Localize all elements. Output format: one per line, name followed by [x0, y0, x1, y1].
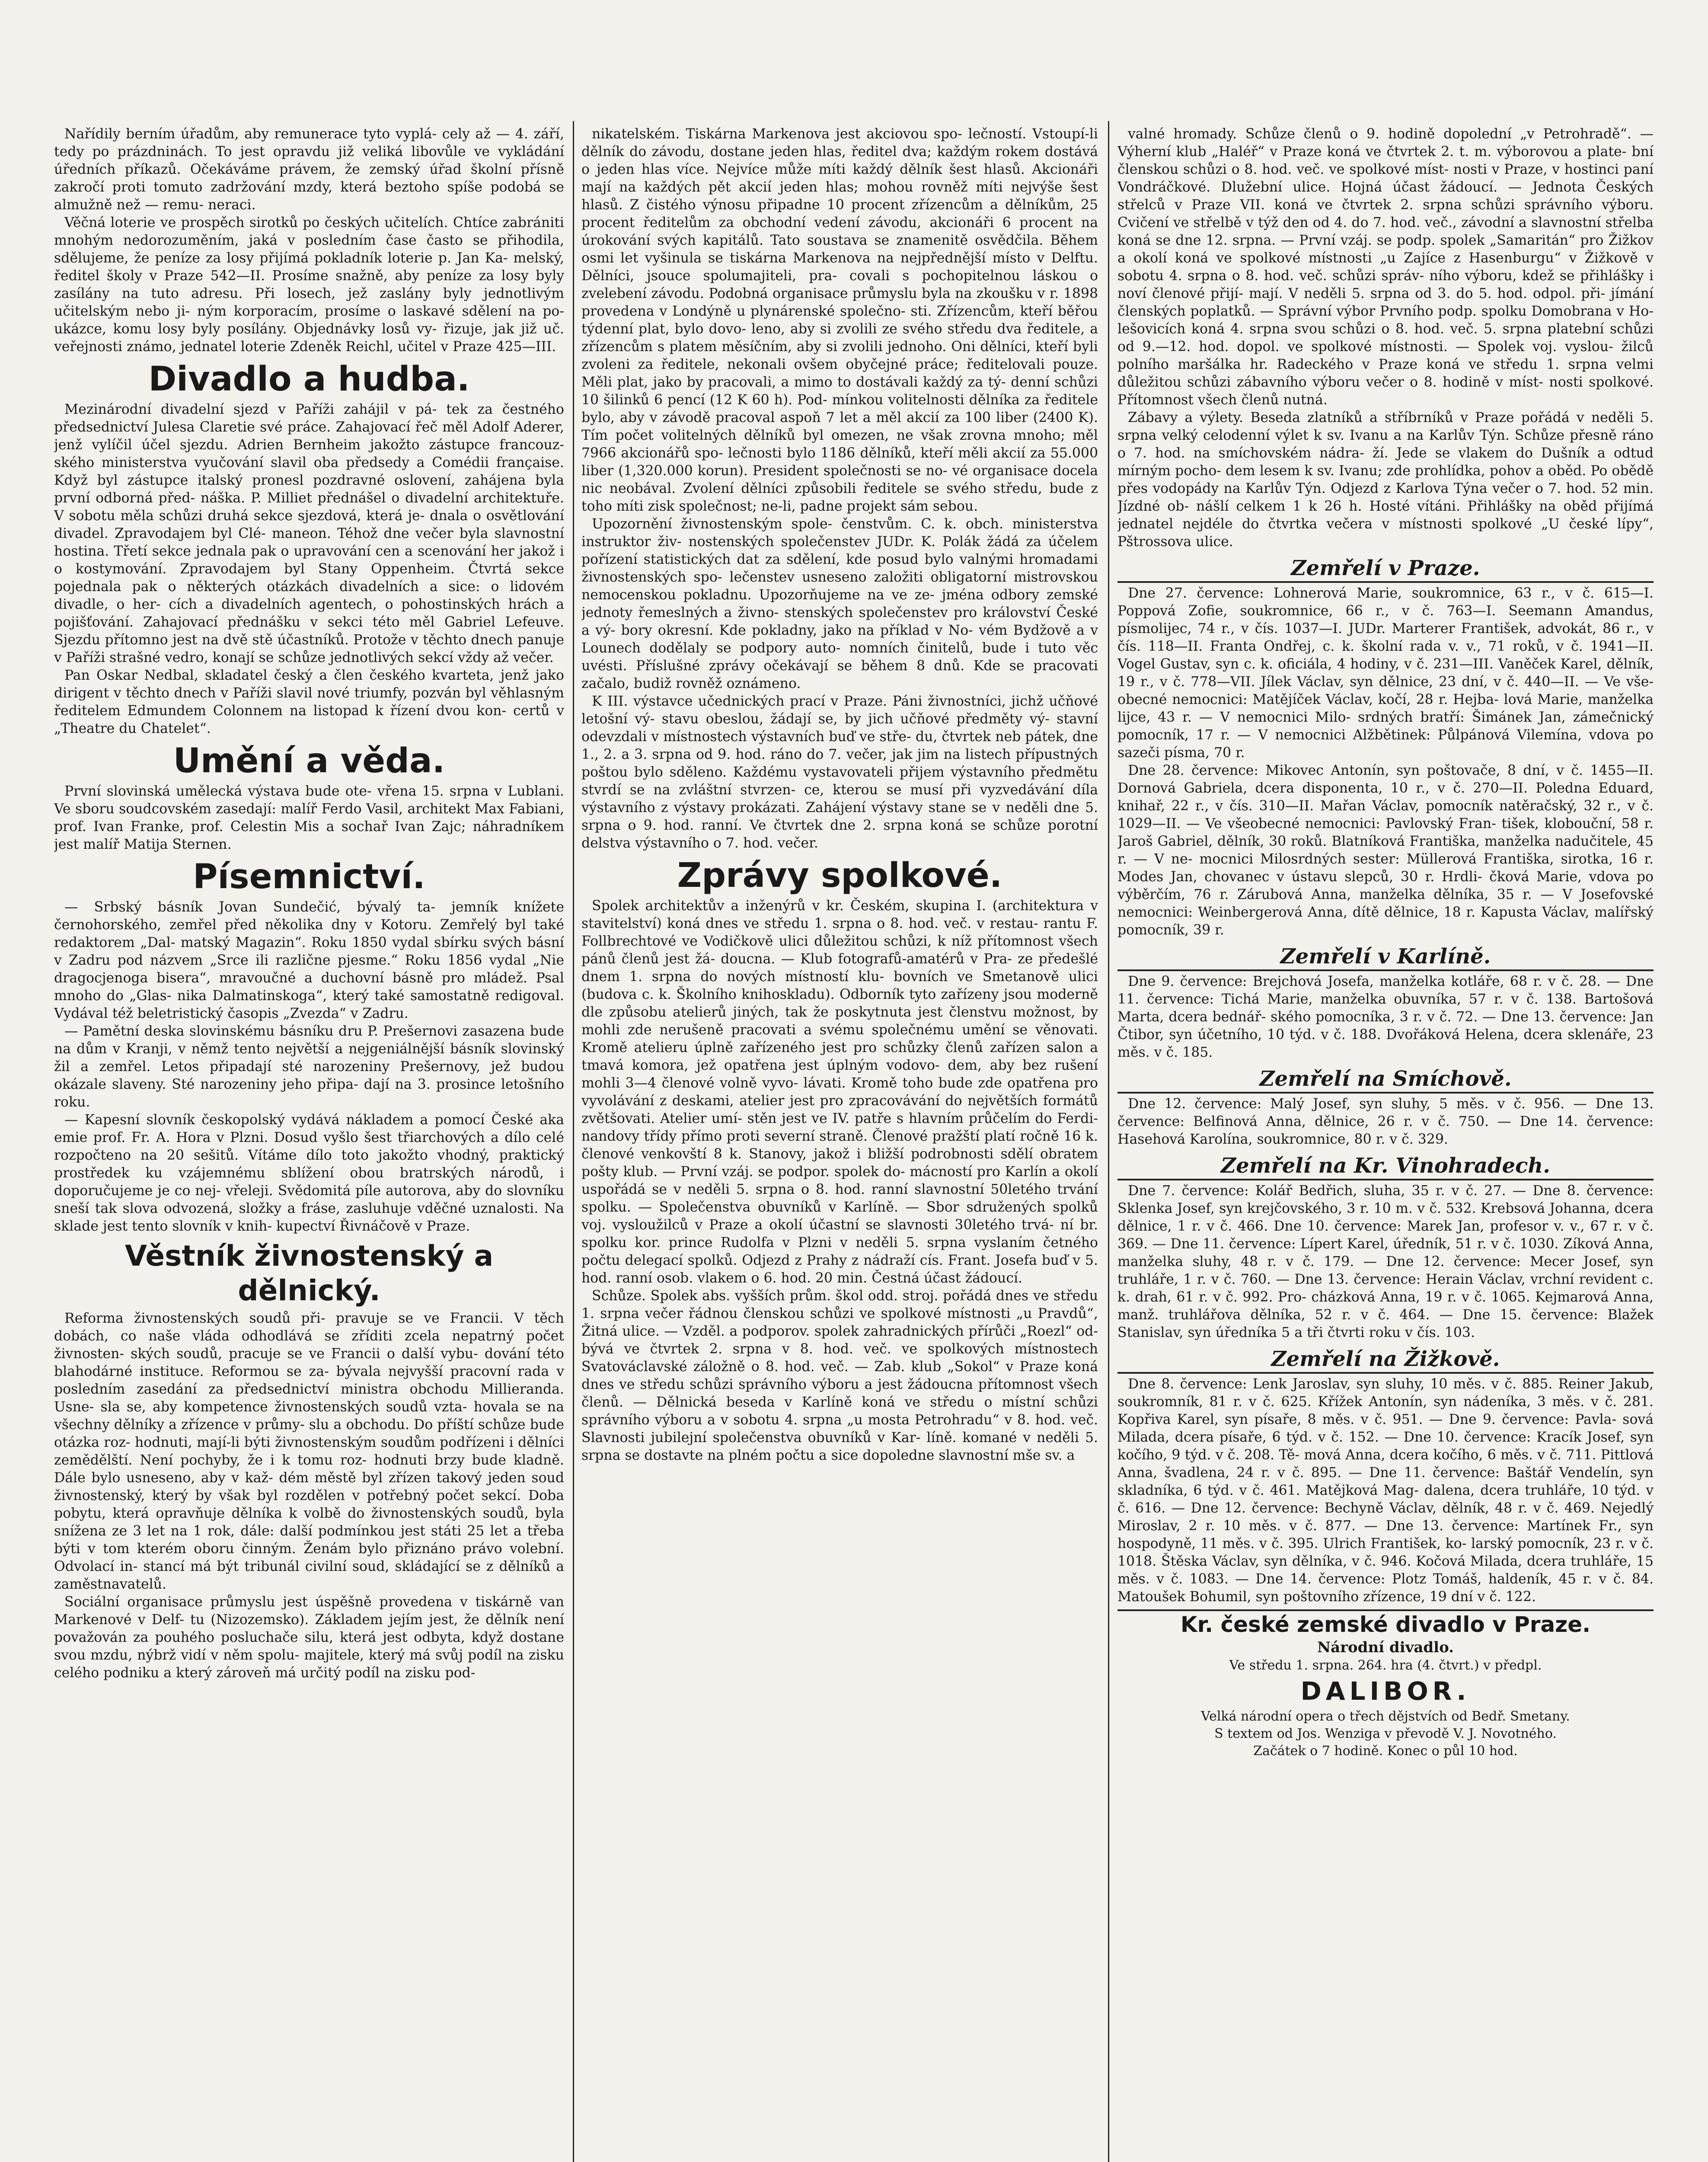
deaths-vinohrady: Dne 7. července: Kolář Bedřich, sluha, 35 r. v č. 27. — Dne 8. července: Sklenka Josef, syn krejčovského, 3 r. 10 m. v č. 532. Krebsová Johanna, dcera dělnice, 1 r. v č. 466. Dne 10. července: Marek Jan, profesor v. v., 67 r. v č. 369. — Dne 11. července: Lípert Karel, úředník, 51 r. v č. 1030. Zíková Anna, manželka sluhy, 48 r. v č. 179. — Dne 12. července: Mecer Josef, syn truhláře, 1 r. v č. 760. — Dne 13. července: Herain Václav, vrchní revident c. k. drah, 61 r. v č. 992. Pro- cházková Anna, 19 r. v č. 1065. Kejmarová Anna, manž. truhlářova dělníka, 52 r. v č. 464. — Dne 15. července: Blažek Stanislav, syn úředníka 5 a tři čtvrti roku v čís. 103.: [1117, 1183, 1654, 1340]
column-middle: [581, 125, 1098, 2162]
article-slovnik: — Kapesní slovník českopolský vydává nákladem a pomocí České aka emie prof. Fr. A. Hora v Plzni. Dosud vyšlo šest třiarchových a dílo celé rozpočteno na 20 sešitů. Vítáme dílo toto jakožto vhodný, praktický prostředek ku vzájemnému sblížení obou bratrských národů, i doporučujeme je co nej- vřeleji. Svědomitá píle autorova, aby do slovníku sneší tak slova odvozená, složky a fráse, zasluhuje vděčné uznalosti. Na sklade jest tento slovník v knih- kupectví Řivnáčově v Praze.: [54, 1112, 564, 1234]
theatre-date: Ve středu 1. srpna. 264. hra (4. čtvrt.) v předpl.: [1229, 1658, 1542, 1673]
theatre-heading: Kr. české zemské divadlo v Praze.: [1117, 1609, 1654, 1638]
article-upozorneni: Upozornění živnostenským spole- čenstvům. C. k. obch. ministerstva instruktor živ- nostenských společenstev JUDr. K. Polák žádá za účelem pořízení statistických dat za sdělení, kde posud bylo valnými hromadami živnostenských spo- lečenstev usneseno založiti obligatorní mistrovskou nemocenskou pokladnu. Upozorňujeme na ve ze- jména odbory zemské jednoty řemeslných a živno- stenských společenstev pro království České a vý- bory okresní. Kde pokladny, jako na příklad v No- vém Bydžově a v Lounech dodělaly se podpory auto- nomních činitelů, bude i tuto věc uvésti. Příslušné zprávy očekávají se během 8 dnů. Kde se pracovati začalo, budiž rovněž oznámeno.: [581, 516, 1098, 691]
article-reforma-soudu: Reforma živnostenských soudů při- pravuje se ve Francii. V těch dobách, co naše vláda odhodlává se zříditi zcela nepatrný počet živnosten- ských soudů, pracuje se ve Francii o další vybu- dování této blahodárné instituce. Reformou se za- bývala nejvyšší pracovní rada v posledním zasedání za předsednictví ministra obchodu Millieranda. Usne- sla se, aby kompetence živnostenských soudů vzta- hovala se na všechny dělníky a zřízence v průmy- slu a obchodu. Do příští schůze bude otázka roz- hodnuti, mají-li býti živnostenským soudům podřízeni i dělníci zemědělští. Není pochyby, že i k tomu roz- hodnuti brzy bude kladně. Dále bylo usneseno, aby v kaž- dém městě byl zřízen takový jeden soud živnostenský, který by však byl rozdělen v potřebný počet sekcí. Doba pobytu, která opravňuje dělníka k volbě do živnostenských soudů, byla snížena ze 3 let na 1 rok, dále: další podmínkou jest státi 25 let a třeba býti v tom kterém oboru činným. Ženám bylo přiznáno právo volební. Odvolací in- stancí má být tribunál civilní soud, skládající se z dělníků a zaměstnavatelů.: [54, 1311, 564, 1592]
article-schuze: Schůze. Spolek abs. vyšších prům. škol odd. stroj. pořádá dnes ve středu 1. srpna večer řádnou členskou schůzi ve spolkové místnosti „u Pravdů“, Žitná ulice. — Vzděl. a podporov. spolek zahradnických přírůči „Roezl“ od- bývá ve čtvrtek 2. srpna v 8. hod. več. ve spolkových místnostech Svatováclavské záložně o 8. hod. več. — Zab. klub „Sokol“ v Praze koná dnes ve středu schůzi správního výboru a jest žádoucna přítomnost všech členů. — Dělnická beseda v Karlíně koná ve středu o místní schůzi správního výboru a v sobotu 4. srpna „u mosta Petrohradu“ v 8. hod. več. Slavnosti jubilejní společenstva obuvníků v Kar- líně. komané v neděli 5. srpna se dostavte na plném počtu a sice dopoledne slavnostní mše sv. a: [581, 1288, 1098, 1463]
article-vystavka-ucedniku: K III. výstavce učednických prací v Praze. Páni živnostníci, jichž učňové letošní vý- stavu obeslou, žádají se, by jich učňové předměty vý- stavní odevzdali v místnostech výstavních buď ve stře- du, čtvrtek neb pátek, dne 1., 2. a 3. srpna od 9. hod. ráno do 7. večer, jak jim na listech přípustných poštou bylo sděleno. Každému vystavovateli přijem výstavního předmětu stvrdí se na zvláštní stvrzen- ce, kterou se musí při vyzvedávání díla výstavního z výstavy prokázati. Zahájení výstavy stane se v neděli dne 5. srpna o 9. hod. ranní. Ve čtvrtek dne 2. srpna koná se schůze porotní delstva výstavního o 7. hod. večer.: [581, 694, 1098, 851]
article-presern: — Pamětní deska slovinskému básníku dru P. Prešernovi zasazena bude na dům v Kranji, v němž tento největší a nejgeniálnější básník slovinský žil a zemřel. Letos připadají sté narozeniny Prešernovy, jež budou okázale slaveny. Sté narozeniny jeho připa- dají na 3. prosince letošního roku.: [54, 1023, 564, 1110]
deaths-praha-27: Dne 27. července: Lohnerová Marie, soukromnice, 63 r., v č. 615—I. Poppová Zofie, soukromnice, 66 r., v č. 763—I. Seemann Amandus, písmolijec, 74 r., v čís. 1037—I. JUDr. Marterer František, advokát, 86 r., v čís. 118—II. Franta Ondřej, c. k. školní rada v. v., 71 roků, v č. 1941—II. Vogel Gustav, syn c. k. oficiála, 4 hodiny, v č. 231—III. Vaněček Karel, dělník, 19 r., v č. 778—VII. Jílek Václav, syn dělnice, 23 dní, v č. 440—II. — Ve vše- obecné nemocnici: Matějíček Václav, kočí, 28 r. Hejba- lová Marie, manželka lijce, 43 r. — V nemocnici Milo- srdných bratří: Šimánek Jan, zámečnický pomocník, 17 r. — V nemocnici Alžbětinek: Půlpánová Vilemína, vdova po sazeči písma, 70 r.: [1117, 585, 1654, 761]
section-heading-zemreli-praha: Zemřelí v Praze.: [1117, 555, 1654, 583]
section-heading-zemreli-zizkov: Zemřelí na Žižkově.: [1117, 1346, 1654, 1374]
article-nedbal: Pan Oskar Nedbal, skladatel český a člen českého kvarteta, jenž jako dirigent v těchto dnech v Paříži slavil nové triumfy, pozván byl věhlasným ředitelem Edmundem Colonnem na listopad k řízení dvou kon- certů v „Theatre du Chatelet“.: [54, 668, 564, 736]
column-left: [54, 125, 564, 2162]
theatre-subheading: Národní divadlo.: [1317, 1639, 1454, 1656]
section-heading-umeni: Umění a věda.: [173, 742, 445, 780]
section-heading-zemreli-smichov: Zemřelí na Smíchově.: [1117, 1066, 1654, 1094]
section-heading-pisemnictvi: Písemnictví.: [193, 857, 425, 896]
article-socialni-organisace: Sociální organisace průmyslu jest úspěšně provedena v tiskárně van Markenové v Delf- tu (Nizozemsko). Základem jejím jest, že dělník není považován za pouhého posluchače silu, která jest odbyta, když dostane svou mzdu, nýbrž vidí v něm spolu- majitele, který má svůj podíl na zisku celého podniku a který zároveň má určitý podíl na zisku pod-: [54, 1594, 564, 1681]
deaths-smichov: Dne 12. července: Malý Josef, syn sluhy, 5 měs. v č. 956. — Dne 13. července: Belfinová Anna, dělnice, 26 r. v č. 750. — Dne 14. července: Hasehová Karolína, soukromnice, 80 r. v č. 329.: [1117, 1096, 1654, 1147]
section-heading-zemreli-karlin: Zemřelí v Karlíně.: [1117, 943, 1654, 971]
column-rule-right: [1108, 121, 1109, 2162]
column-rule-left: [573, 121, 574, 2162]
deaths-karlin: Dne 9. července: Brejchová Josefa, manželka kotláře, 68 r. v č. 28. — Dne 11. července: Tichá Marie, manželka obuvníka, 57 r. v č. 138. Bartošová Marta, dcera bednář- ského pomocníka, 3 r. v č. 72. — Dne 13. července: Jan Čtibor, syn účetního, 10 týd. v č. 188. Dvořáková Helena, dcera sklenáře, 23 měs. v č. 185.: [1117, 974, 1654, 1060]
section-heading-divadlo: Divadlo a hudba.: [148, 360, 470, 399]
section-heading-zemreli-vinohrady: Zemřelí na Kr. Vinohradech.: [1117, 1153, 1654, 1180]
article-markenova: nikatelském. Tiskárna Markenova jest akciovou spo- lečností. Vstoupí-li dělník do závodu, dostane jeden hlas, ředitel dva; každým rokem dostává o jeden hlas více. Nejvíce může míti každý dělník šest hlasů. Akcionáři mají na každých pět akcií jeden hlas; mohou rovněž míti nejvýše šest hlasů. Z čistého výnosu připadne 10 procent zřízencům a dělníkům, 25 procent ředitelům za obchodní vedení závodu, akcionáři 6 procent na úrokování svých kapitálů. Tato soustava se znamenitě osvědčila. Během osmi let vyšinula se tiskárna Markenova na nejpřednější místo v Delftu. Dělníci, jsouce spolumajiteli, pra- covali s pochopitelnou láskou o zvelebení závodu. Podobná organisace průmyslu byla na zkoušku v r. 1898 provedena v Londýně u plynárenské společno- sti. Zřízencům, kteří běřou týdenní plat, bylo dovo- leno, aby si zvolili ze svého středu dva ředitele, a zřízencům s platem měsíčním, aby si zvolili jednoho. Oni dělníci, kteří byli zvoleni za ředitele, nekonali ovšem obyčejné práce; ředitelovali pouze. Měli plat, jako by pracovali, a mimo to dostávali každý za tý- denní schůzi 10 šilinků 6 pencí (12 K 60 h). Pod- mínkou volitelnosti dělníka za ředitele bylo, aby v závodě pracoval aspoň 7 let a měl akcií za 100 liber (2400 K). Tím počet volitelných dělníků byl omezen, ne však zrovna mnoho; měl 7966 akcionářů spo- lečnosti bylo 1186 dělníků, kteří měli akcií za 55.000 liber (1,320.000 korun). President společnosti se no- vé organisace docela nic neobával. Zvolení dělníci způsobili ředitele se svého středu, bude z toho míti zisk společnost; ne-li, padne projekt sám sebou.: [581, 126, 1098, 514]
section-heading-vestnik: Věstník živnostenský a dělnický.: [125, 1239, 494, 1307]
theatre-times: Začátek o 7 hodině. Konec o půl 10 hod.: [1253, 1743, 1518, 1759]
article-spolek-architektu: Spolek architektův a inženýrů v kr. Českém, skupina I. (architektura v stavitelství) koná dnes ve středu 1. srpna o 8. hod. več. v restau- rantu F. Follbrechtové ve Vodičkově ulici důležitou schůzi, k níž přítomnost všech pánů členů jest žá- doucna. — Klub fotografů-amatérů v Pra- ze předešlé dnem 1. srpna do nových místností klu- bovních ve Smetanově ulici (budova c. k. Školního knihoskladu). Odborník tyto zařízeny jsou moderně dle způsobu atelierů jiných, tak že poskytnuta jest členstvu možnost, by mohli zde nerušeně pracovati a svému společnému umění se věnovati. Kromě atelieru úplně zařízeného jest pro schůzky členů zařízen salon a tmavá komora, jež opatřena jest úplným vodovo- dem, aby bez rušení mohli 3—4 členové volně vyvo- lávati. Kromě toho bude zde opatřena pro vyvolávání z deskami, atelier jest pro zpracovávání do největších formátů zvětšovati. Atelier umí- stěn jest ve IV. patře s hlavním průčelím do Ferdi- nandovy třídy přímo proti severní straně. Členové pražští platí ročně 16 k. členové venkovští 8 k. Stanovy, jakož i bližší podrobnosti sdělí obratem pošty klub. — První vzáj. se podpor. spolek do- mácností pro Karlín a okolí uspořádá se v neděli 5. srpna o 8. hod. ranní slavnostní 50letého trvání spolku. — Společenstva obuvníků v Karlíně. — Sbor sdružených spolků voj. vysloužilců v Praze a okolí účastní se slavnosti 30letého trvá- ní br. spolku kor. prince Rudolfa v Plzni v neděli 5. srpna vyslaním četného počtu delegací spolků. Odjezd z Prahy z nádraží cís. Frant. Josefa buď v 5. hod. ranní osob. vlakem o 6. hod. 20 min. Čestná účast žádoucí.: [581, 898, 1098, 1286]
theatre-libretto: S textem od Jos. Wenziga v převodě V. J. Novotného.: [1214, 1726, 1557, 1741]
article-loterie: Věčná loterie ve prospěch sirotků po českých učitelích. Chtíce zabrániti mnohým nedorozuměním, jaká v posledním čase často se přihodila, sdělujeme, že peníze za losy přijímá pokladník loterie p. Jan Ka- melský, ředitel školy v Praze 542—II. Prosíme snažně, aby peníze za losy byly zasílány na tuto adresu. Při losech, jež zaslány byly jednotlivým učitelským nebo ji- ným korporacím, prosíme o laskavé sdělení na po- ukázce, komu losy byly posílány. Objednávky losů vy- řizuje, jak již uč. veřejnosti známo, jednatel loterie Zdeněk Reichl, učitel v Praze 425—III.: [54, 215, 564, 355]
article-remunerace: Nařídily berním úřadům, aby remunerace tyto vyplá- cely až — 4. září, tedy po prázdninách. To jest opravdu již veliká libovůle ve vykládání úředních příkazů. Očekáváme právem, že zemský úřad školní přísně zakročí proti tomuto zadržování mzdy, která beztoho spíše podobá se almužně než — remu- neraci.: [54, 126, 564, 213]
theatre-play-title: DALIBOR.: [1300, 1676, 1471, 1706]
article-sundecic: — Srbský básník Jovan Sundečić, bývalý ta- jemník knížete černohorského, zemřel před několika dny v Kotoru. Zemřelý byl také redaktorem „Dal- matský Magazin“. Roku 1850 vydal sbírku svých básní v Zadru pod názvem „Srce ili različne pjesme.“ Roku 1856 vydal „Nie dragocjenoga bisera“, mravoučné a duchovní básně pro mládež. Psal mnoho do „Glas- nika Dalmatinskoga“, který také samostatně redigoval. Vydával též beletristický časopis „Zvezda“ v Zadru.: [54, 899, 564, 1021]
theatre-description: Velká národní opera o třech dějstvích od Bedř. Smetany.: [1201, 1709, 1570, 1724]
section-heading-zpravy-spolkove: Zprávy spolkové.: [677, 856, 1002, 895]
article-slovinska-vystava: První slovinská umělecká výstava bude ote- vřena 15. srpna v Lublani. Ve sboru soudcovském zasedají: malíř Ferdo Vasil, architekt Max Fabiani, prof. Ivan Franke, prof. Celestin Mis a sochař Ivan Zajc; náhradníkem jest malíř Matija Sternen.: [54, 784, 564, 852]
deaths-praha-28: Dne 28. července: Mikovec Antonín, syn poštovače, 8 dní, v č. 1455—II. Dornová Gabriela, dcera disponenta, 10 r., v č. 270—II. Poledna Eduard, knihař, 22 r., v čís. 310—II. Mařan Václav, pomocník natěračský, 32 r., v č. 1029—II. — Ve všeobecné nemocnici: Pavlovský Fran- tišek, klobouční, 58 r. Jaroš Gabriel, dělník, 30 roků. Blatníková Františka, manželka nadučitele, 45 r. — V ne- mocnici Milosrdných sester: Müllerová Františka, sirotka, 16 r. Modes Jan, chovanec v ústavu slepců, 30 r. Hrdli- čková Marie, vdova po výběrčím, 76 r. Zárubová Anna, manželka dělníka, 35 r. — V Josefovské nemocnici: Weinbergerová Anna, dítě dělnice, 18 r. Kapusta Václav, malířský pomocník, 39 r.: [1117, 763, 1654, 938]
column-right: [1117, 125, 1654, 2162]
deaths-zizkov: Dne 8. července: Lenk Jaroslav, syn sluhy, 10 měs. v č. 885. Reiner Jakub, soukromník, 81 r. v č. 625. Křížek Antonín, syn nádeníka, 3 měs. v č. 281. Kopřiva Karel, syn písaře, 8 měs. v č. 951. — Dne 9. července: Pavla- sová Milada, dcera písaře, 6 týd. v č. 152. — Dne 10. července: Kracík Josef, syn kočího, 9 týd. v č. 208. Tě- mová Anna, dcera kočího, 6 měs. v č. 711. Pittlová Anna, švadlena, 24 r. v č. 895. — Dne 11. července: Baštář Vendelín, syn skladníka, 6 týd. v č. 461. Matějková Mag- dalena, dcera truhláře, 10 týd. v č. 616. — Dne 12. července: Bechyně Václav, dělník, 48 r. v č. 469. Nejedlý Miroslav, 2 r. 10 měs. v č. 877. — Dne 13. července: Martínek Fr., syn hospodyně, 11 měs. v č. 395. Ulrich František, ko- larský pomocník, 23 r. v č. 1018. Štěska Václav, syn dělníka, v č. 946. Kočová Milada, dcera truhláře, 15 měs. v č. 1083. — Dne 14. července: Plotz Tomáš, haldeník, 45 r. v č. 84. Matoušek Bohumil, syn poštovního zřízence, 19 dní v č. 122.: [1117, 1376, 1654, 1605]
article-spolky-pokracovani: valné hromady. Schůze členů o 9. hodině dopolední „v Petrohradě“. — Výherní klub „Haléř“ v Praze koná ve čtvrtek 2. t. m. výborovou a plate- bní členskou schůzi o 8. hod. več. ve spolkové míst- nosti v Praze, v hostinci paní Vondráčkové. Dlužební ulice. Hojná účast žádoucí. — Jednota Českých střelců v Praze VII. koná ve čtvrtek 2. srpna schůzi správního výboru. Cvičení ve střelbě v týž den od 4. do 7. hod. več., závodní a slavnostní střelba koná se dne 12. srpna. — První vzáj. se podp. spolek „Samaritán“ pro Žižkov a okolí koná ve spolkové místnosti „u Zajíce z Hasenburgu“ v Žižkově v sobotu 4. srpna o 8. hod. več. schůzi správ- ního výboru, kdež se přihlášky i noví členové přijí- mají. V neděli 5. srpna od 3. do 5. hod. odpol. při- jímání členských poplatků. — Správní výbor Prvního podp. spolku Domobrana v Ho- lešovicích koná 4. srpna svou schůzi o 8. hod. več. 5. srpna platební schůzi od 9.—12. hod. dopol. ve spolkové místnosti. — Spolek voj. vyslou- žilců polního maršálka hr. Radeckého v Praze koná ve středu 1. srpna velmi důležitou schůzi zábavního výboru večer o 8. hodině v míst- nosti spolkové. Přítomnost všech členů nutná.: [1117, 126, 1654, 408]
article-zabavy-vylety: Zábavy a výlety. Beseda zlatníků a stříbrníků v Praze pořádá v neděli 5. srpna velký celodenní výlet k sv. Ivanu a na Karlův Týn. Schůze přesně ráno o 7. hod. na smíchovském nádra- ží. Jede se vlakem do Dušník a odtud mírným pocho- dem lesem k sv. Ivanu; zde prohlídka, pohov a oběd. Po obědě přes vodopády na Karlův Týn. Odjezd z Karlova Týna večer o 7. hod. 52 min. Jízdné ob- nášlí celkem 1 k 26 h. Hosté vítáni. Přihlášky na oběd přijímá jednatel nejdéle do čtvrtka večera v místnosti spolkové „U české lípy“, Pštrossova ulice.: [1117, 410, 1654, 550]
article-divadelni-sjezd: Mezinárodní divadelní sjezd v Paříži zahájil v pá- tek za čestného předsednictví Julesa Claretie své práce. Zahajovací řeč měl Adolf Aderer, jenž vylíčil účel sjezdu. Adrien Bernheim jakožto zástupce francouz- ského ministerstva vyučování slavil oba předsedy a Comédii française. Když byl zástupce italský pronesl pozdravné oslovení, zahájena byla první odborná před- náška. P. Milliet přednášel o divadelní architektuře. V sobotu měla schůzi druhá sekce sjezdová, která je- dnala o osvětlování divadel. Zpravodajem byl Clé- maneon. Téhož dne večer byla slavnostní hostina. Třetí sekce jednala pak o upravování cen a scenování her jakož i o kostymování. Zpravodajem byl Stany Oppenheim. Čtvrtá sekce pojednala pak o některých otázkách divadelních a sice: o lidovém divadle, o her- cích a divadelních agentech, o pohostinských hrách a pojišťování. Zahajovací přednášku v sekci této měl Gabriel Lefeuve. Sjezdu přítomno jest na dvě stě účastníků. Protože v těchto dnech panuje v Paříži strašné vedro, konají se schůze jednotlivých sekcí vždy až večer.: [54, 402, 564, 665]
